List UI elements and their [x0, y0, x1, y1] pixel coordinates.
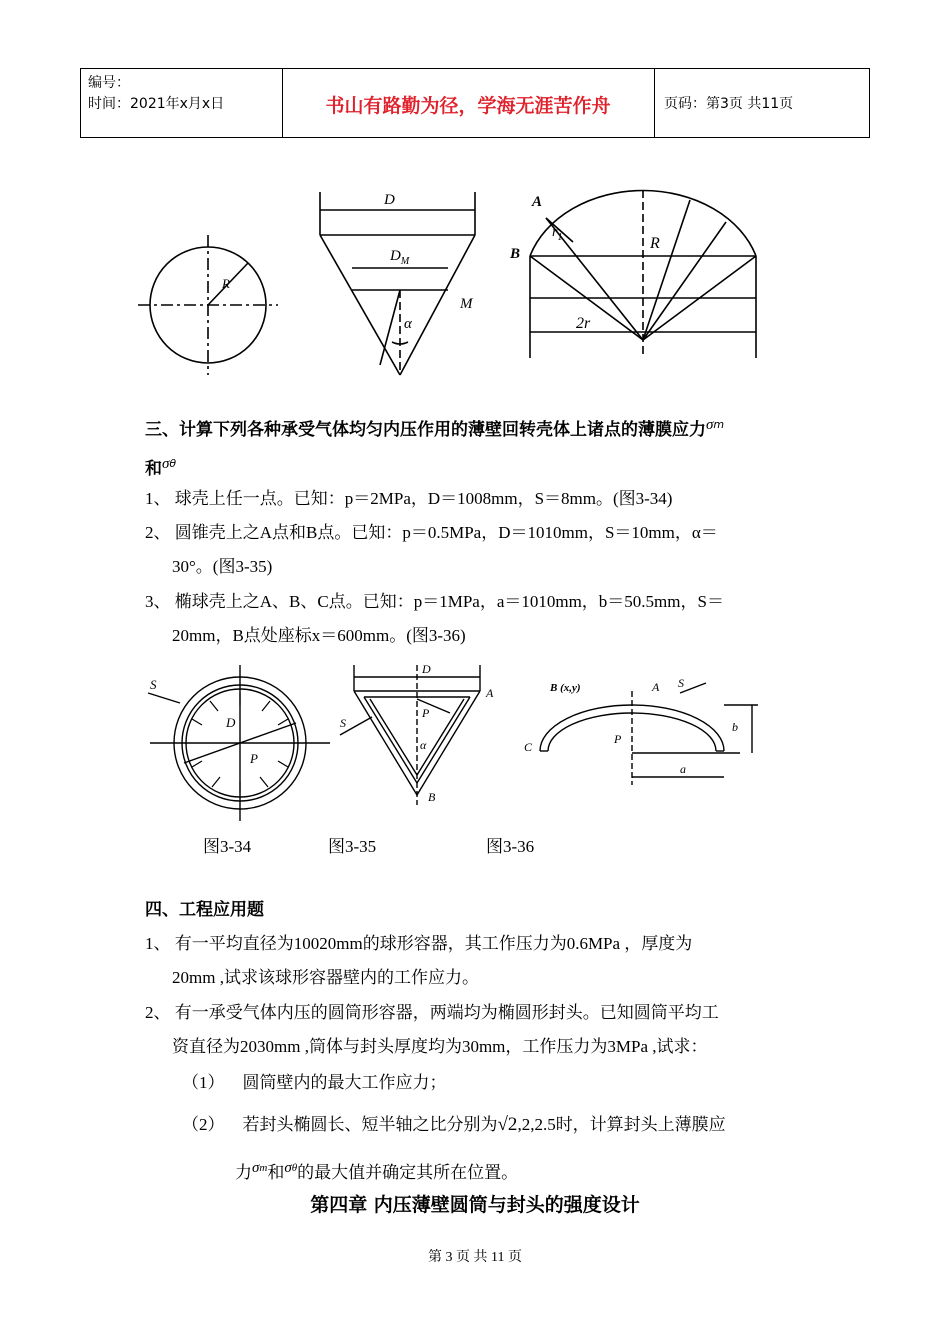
cone-figure [320, 192, 475, 375]
page-footer: 第 3 页 共 11 页 [428, 1250, 522, 1265]
ellipsoid-b-label: B [510, 246, 521, 262]
top-figures [130, 160, 790, 390]
caption-fig-3-34: 图3-34 [203, 837, 252, 856]
fig35-s-label: S [340, 716, 346, 730]
ellipsoid-figure [530, 190, 756, 358]
section3-title-cont: 和$\sigma^\theta$ [145, 456, 177, 479]
fig35-a-label: A [486, 686, 494, 700]
fig-3-34 [148, 665, 330, 821]
cone-alpha-label: α [404, 316, 412, 332]
section3-item-2-cont: 30°。(图3-35) [172, 557, 273, 576]
cone-d-label: D [384, 192, 395, 208]
section3-item-3: 3、 椭球壳上之A、B、C点。已知：p＝1MPa，a＝1010mm，b＝50.5mm，S＝ [145, 592, 724, 611]
fig34-s-label: S [150, 677, 157, 692]
caption-fig-3-35: 图3-35 [328, 837, 377, 856]
fig35-p-label: P [422, 706, 430, 720]
middle-figures [140, 655, 800, 830]
header-motto: 书山有路勤为径，学海无涯苦作舟 [325, 95, 611, 117]
sphere-r-label: R [222, 276, 230, 291]
fig36-s-label: S [678, 676, 684, 690]
fig36-a-label: A [652, 680, 660, 694]
cone-dm-label: $D_M$ [390, 248, 410, 267]
cone-m-label: M [460, 296, 473, 312]
ellipsoid-r-label: R [650, 235, 660, 252]
fig36-c-label: C [524, 740, 533, 754]
header-time: 时间：2021年x月x日 [88, 96, 225, 112]
header-number: 编号： [88, 75, 130, 91]
fig36-b-dim-label: b [732, 720, 738, 734]
fig35-d-label: D [422, 662, 431, 676]
page-header [80, 68, 870, 138]
fig-3-35 [340, 665, 480, 805]
section4-q2: 2、 有一承受气体内压的圆筒形容器，两端均为椭圆形封头。已知圆筒平均工 [145, 1003, 719, 1022]
section4-sub2: （2） 若封头椭圆长、短半轴之比分别为√2,2,2.5时，计算封头上薄膜应 [182, 1114, 726, 1135]
section4-q2-cont: 资直径为2030mm ,筒体与封头厚度均为30mm，工作压力为3MPa ,试求： [172, 1037, 708, 1056]
chapter-title: 第四章 内压薄壁圆筒与封头的强度设计 [310, 1194, 640, 1216]
section3-title: 三、计算下列各种承受气体均匀内压作用的薄壁回转壳体上诸点的薄膜应力$\sigma^m$ [145, 417, 725, 440]
section4-q1: 1、 有一平均直径为10020mm的球形容器，其工作压力为0.6MPa ，厚度为 [145, 934, 693, 953]
fig-3-36 [540, 683, 758, 785]
section4-title: 四、工程应用题 [145, 900, 264, 920]
ellipsoid-2r-label: 2r [576, 315, 591, 332]
caption-fig-3-36: 图3-36 [486, 837, 535, 856]
ellipsoid-a-label: A [532, 194, 543, 210]
section3-item-3-cont: 20mm，B点处座标x＝600mm。(图3-36) [172, 626, 466, 645]
fig36-a-dim-label: a [680, 762, 686, 776]
header-meta [88, 73, 224, 115]
fig35-alpha-label: α [420, 738, 427, 752]
fig34-p-label: P [250, 751, 258, 766]
header-page-info: 页码：第3页 共11页 [664, 96, 794, 112]
fig36-p-label: P [614, 732, 622, 746]
section4-sub2-cont: 力$\sigma^m$和$\sigma^\theta$的最大值并确定其所在位置。 [235, 1160, 519, 1182]
section4-sub1: （1） 圆筒壁内的最大工作应力； [182, 1073, 447, 1092]
sphere-figure [138, 235, 278, 375]
section3-item-1: 1、 球壳上任一点。已知：p＝2MPa，D＝1008mm，S＝8mm。(图3-34) [145, 489, 673, 508]
section4-q1-cont: 20mm ,试求该球形容器壁内的工作应力。 [172, 968, 479, 987]
fig34-d-label: D [226, 715, 236, 730]
ellipsoid-r1-label: $r_1$ [552, 225, 563, 243]
fig35-b-label: B [428, 790, 436, 804]
section3-item-2: 2、 圆锥壳上之A点和B点。已知：p＝0.5MPa，D＝1010mm，S＝10mm，α＝ [145, 523, 718, 542]
fig36-b-label: B (x,y) [550, 682, 581, 694]
